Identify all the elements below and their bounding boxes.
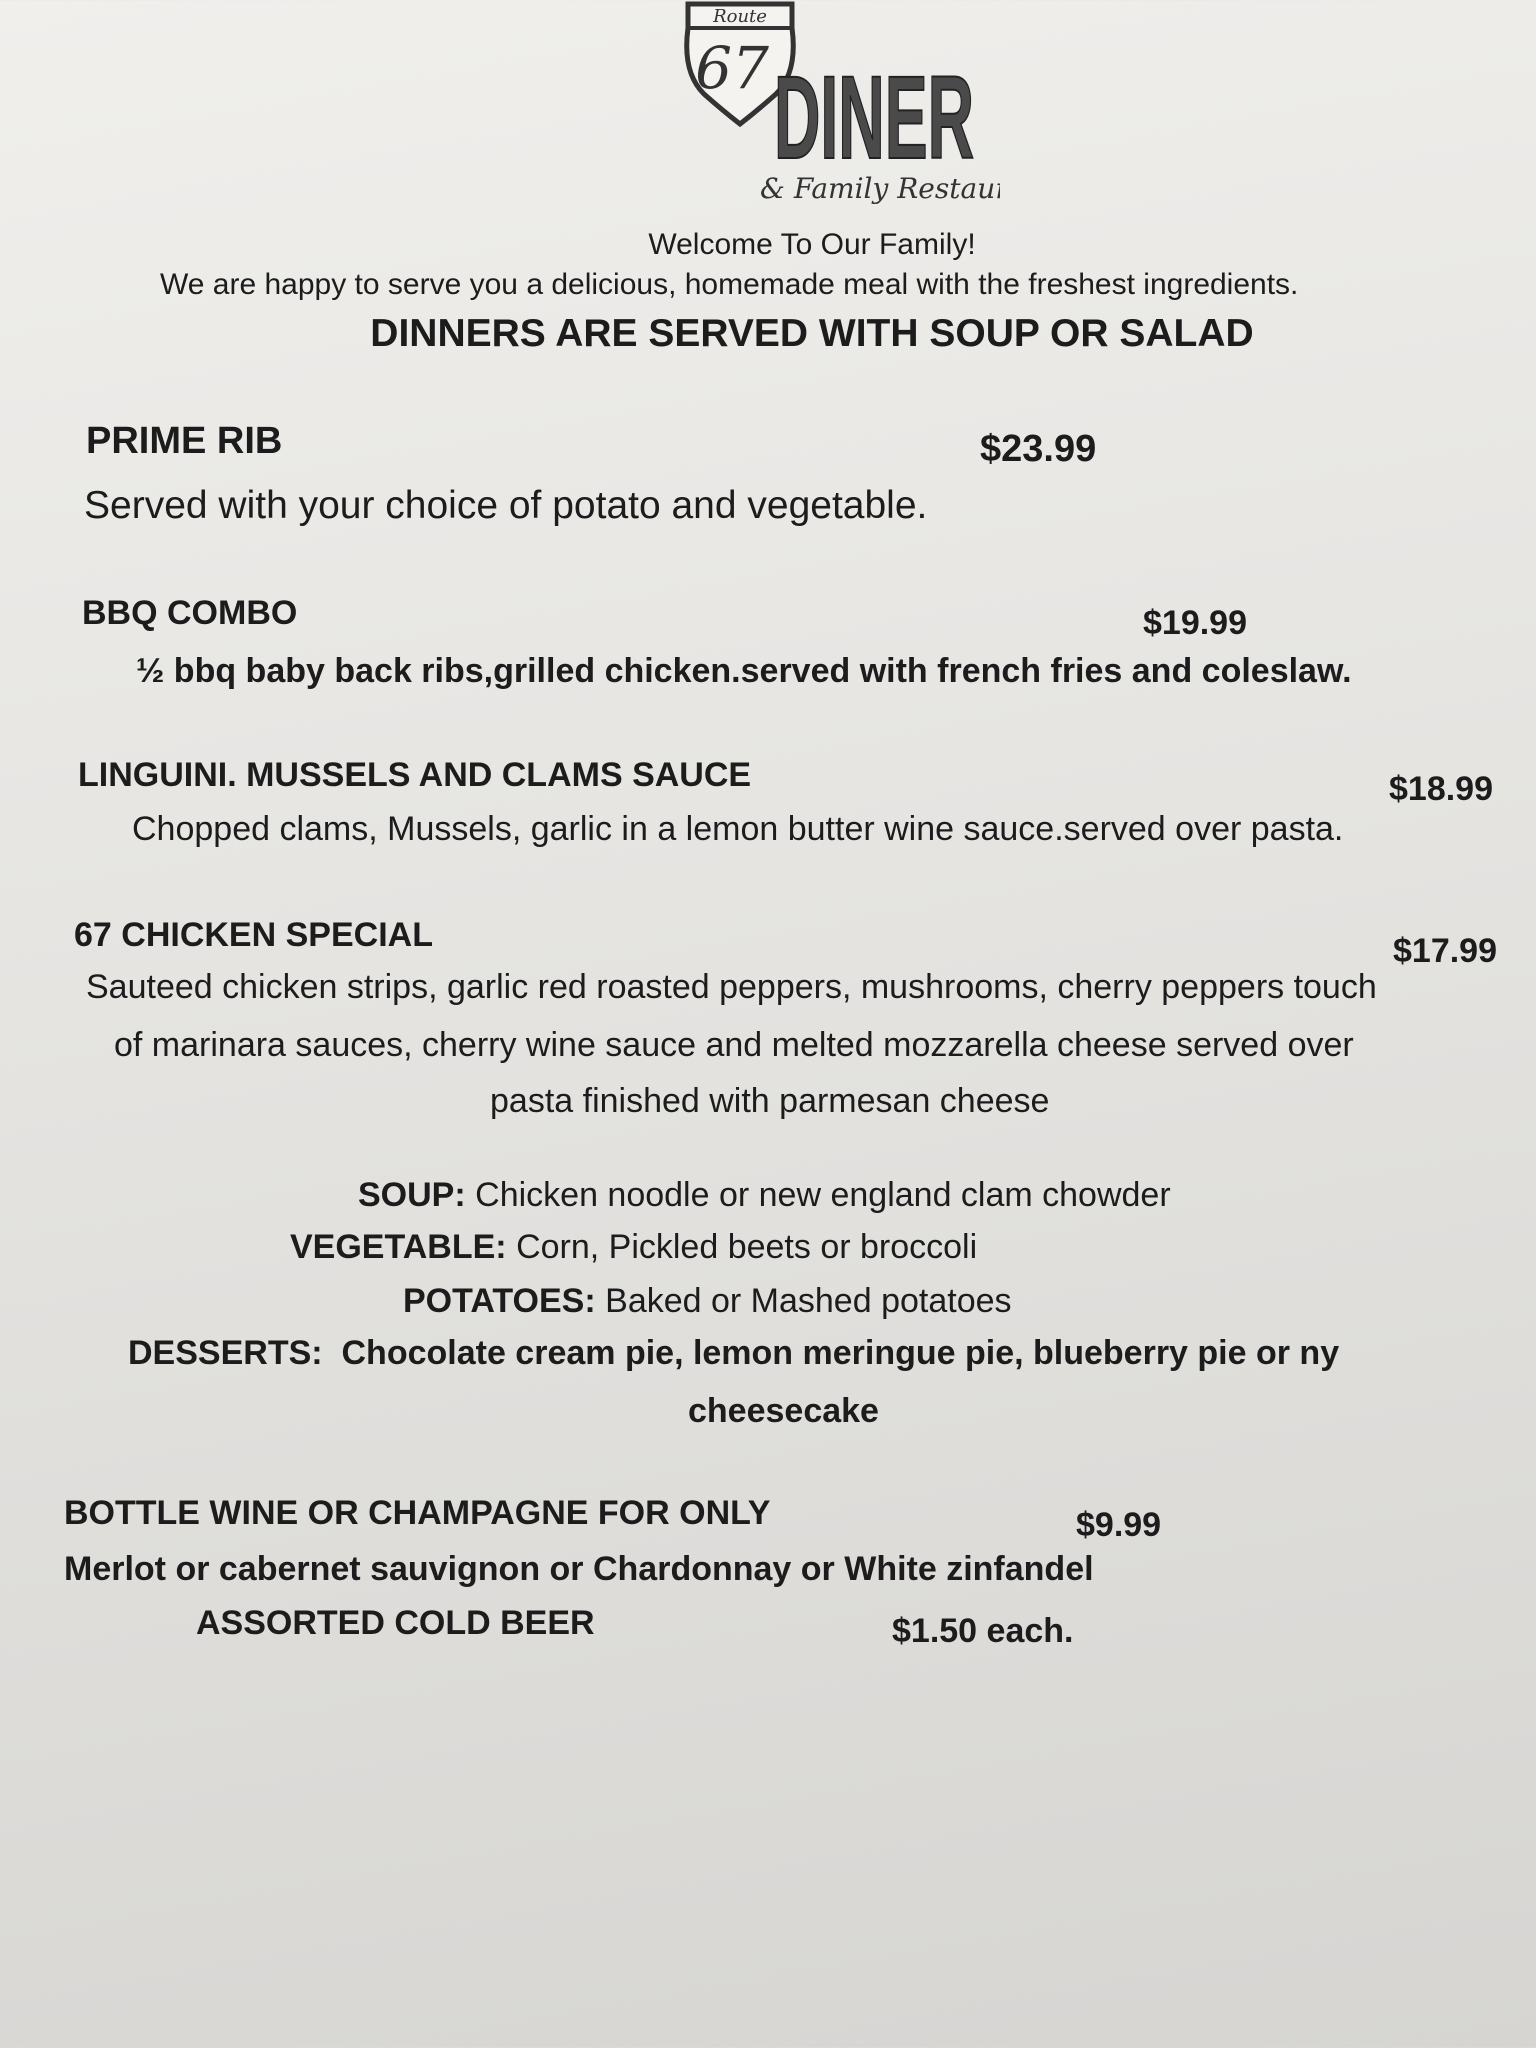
- side-value-vegetable: Corn, Pickled beets or broccoli: [516, 1228, 978, 1266]
- tagline: We are happy to serve you a delicious, homemade meal with the freshest ingredients.: [160, 268, 1299, 301]
- side-label-desserts: DESSERTS:: [128, 1334, 323, 1372]
- beer-label: ASSORTED COLD BEER: [196, 1604, 595, 1642]
- item-name-bbq-combo: BBQ COMBO: [82, 594, 298, 632]
- item-price-bbq-combo: $19.99: [1143, 604, 1247, 642]
- wine-label: BOTTLE WINE OR CHAMPAGNE FOR ONLY: [64, 1494, 771, 1532]
- side-vegetable: [290, 1228, 977, 1267]
- item-name-prime-rib: PRIME RIB: [86, 420, 283, 462]
- logo-subtitle: & Family Restau: [760, 172, 996, 205]
- side-label-soup: SOUP:: [358, 1176, 466, 1214]
- logo-route-number: 67: [695, 34, 769, 102]
- item-name-chicken-special: 67 CHICKEN SPECIAL: [74, 916, 433, 954]
- beer-price: $1.50 each.: [892, 1612, 1074, 1650]
- side-potatoes: [403, 1282, 1012, 1321]
- side-label-potatoes: POTATOES:: [403, 1282, 596, 1320]
- logo-name: DINER: [774, 52, 974, 184]
- item-desc-prime-rib: Served with your choice of potato and vegetable.: [84, 484, 928, 527]
- item-desc-chicken-special-line-3: pasta finished with parmesan cheese: [490, 1082, 1050, 1120]
- logo-route-text: Route: [713, 6, 767, 27]
- wine-list: Merlot or cabernet sauvignon or Chardonnay or White zinfandel: [64, 1550, 1094, 1588]
- welcome-heading: Welcome To Our Family!: [648, 228, 976, 261]
- side-value-desserts: Chocolate cream pie, lemon meringue pie, blueberry pie or ny: [341, 1334, 1340, 1372]
- diner-logo: [680, 0, 1000, 230]
- item-desc-chicken-special-line-2: of marinara sauces, cherry wine sauce and melted mozzarella cheese served over: [114, 1026, 1354, 1064]
- item-price-prime-rib: $23.99: [980, 428, 1097, 470]
- item-desc-bbq-combo: ½ bbq baby back ribs,grilled chicken.served with french fries and coleslaw.: [136, 652, 1352, 690]
- item-price-chicken-special: $17.99: [1393, 932, 1497, 970]
- served-with-heading: DINNERS ARE SERVED WITH SOUP OR SALAD: [370, 312, 1254, 355]
- item-name-linguini: LINGUINI. MUSSELS AND CLAMS SAUCE: [78, 756, 752, 794]
- side-soup: [358, 1176, 1171, 1215]
- route-67-shield-logo: [680, 0, 1000, 230]
- wine-price: $9.99: [1076, 1506, 1162, 1544]
- item-price-linguini: $18.99: [1389, 770, 1493, 808]
- side-value-potatoes: Baked or Mashed potatoes: [605, 1282, 1012, 1320]
- item-desc-chicken-special-line-1: Sauteed chicken strips, garlic red roasted peppers, mushrooms, cherry peppers touch: [86, 968, 1377, 1006]
- side-value-desserts-line-2: cheesecake: [688, 1392, 879, 1430]
- side-value-soup: Chicken noodle or new england clam chowder: [475, 1176, 1171, 1214]
- side-desserts: [128, 1334, 1339, 1373]
- side-label-vegetable: VEGETABLE:: [290, 1228, 507, 1266]
- item-desc-linguini: Chopped clams, Mussels, garlic in a lemon butter wine sauce.served over pasta.: [132, 810, 1344, 848]
